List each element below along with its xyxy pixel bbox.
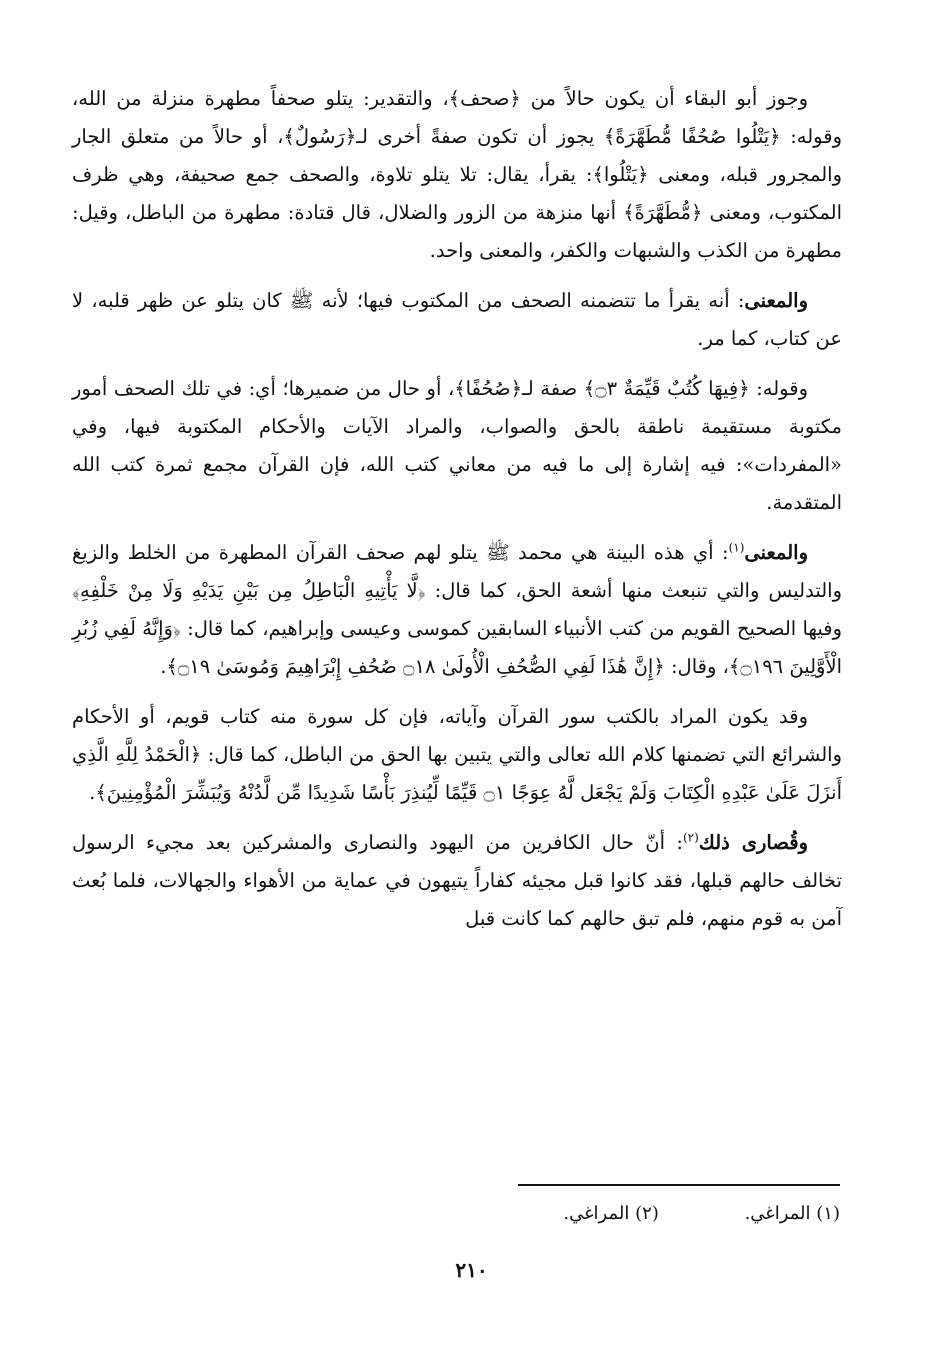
footnote-1: (١) المراغي. xyxy=(744,1203,840,1224)
footnote-divider xyxy=(518,1184,840,1186)
main-text xyxy=(72,80,842,950)
paragraph-text: : أنه يقرأ ما تتضمنه الصحف من المكتوب فيها؛ لأنه ﷺ كان يتلو عن ظهر قلبه، لا عن كتاب، كما مر. xyxy=(72,289,842,350)
paragraph-lead: والمعنى xyxy=(744,541,808,564)
paragraph-5 xyxy=(72,698,842,812)
paragraph-text: : أنّ حال الكافرين من اليهود والنصارى والمشركين بعد مجيء الرسول تخالف حالهم قبلها، فقد كانوا قبل مجيئه كفاراً يتيهون في عماية من الأهواء والجهالات، فلما بُعث آمن به قوم منهم، فلم تبق حالهم كما كانت قبل xyxy=(72,831,842,930)
paragraph-text: وقد يكون المراد بالكتب سور القرآن وآياته، فإن كل سورة منه كتاب قويم، أو الأحكام والشرائع التي تضمنها كلام الله تعالى والتي يتبين بها الحق من الباطل، كما قال: ﴿الْحَمْدُ لِلَّهِ الَّذِي أَنزَلَ عَلَىٰ عَبْدِهِ الْكِتَابَ وَلَمْ يَجْعَل لَّهُ عِوَجًا ۝١ قَيِّمًا لِّيُنذِرَ بَأْسًا شَدِيدًا مِّن لَّدُنْهُ وَيُبَشِّرَ الْمُؤْمِنِينَ﴾. xyxy=(72,705,842,804)
paragraph-3 xyxy=(72,370,842,522)
paragraph-text: وقوله: ﴿فِيهَا كُتُبٌ قَيِّمَةٌ ۝٣﴾ صفة لـ﴿صُحُفًا﴾، أو حال من ضميرها؛ أي: في تلك الصحف أمور مكتوبة مستقيمة ناطقة بالحق والصواب، والمراد الآيات والأحكام المكتوبة فيها، وفي «المفردات»: فيه إشارة إلى ما فيه من معاني كتب الله، فإن القرآن مجمع ثمرة كتب الله المتقدمة. xyxy=(72,377,842,514)
paragraph-1 xyxy=(72,80,842,270)
paragraph-2 xyxy=(72,282,842,358)
paragraph-4 xyxy=(72,534,842,686)
paragraph-lead: والمعنى xyxy=(744,289,808,312)
footnote-reference: (١) xyxy=(728,540,745,555)
paragraph-lead: وقُصارى ذلك xyxy=(698,831,808,854)
footnote-2: (٢) المراغي. xyxy=(563,1203,659,1224)
footnotes xyxy=(300,1198,840,1230)
paragraph-text: وجوز أبو البقاء أن يكون حالاً من ﴿صحف﴾، والتقدير: يتلو صحفاً مطهرة منزلة من الله، وقوله: ﴿يَتْلُوا صُحُفًا مُّطَهَّرَةً﴾ يجوز أن تكون صفةً أخرى لـ﴿رَسُولٌ﴾، أو حالاً من متعلق الجار والمجرور قبله، ومعنى ﴿يَتْلُوا﴾: يقرأ، يقال: تلا يتلو تلاوة، والصحف جمع صحيفة، وهي ظرف المكتوب، ومعنى ﴿مُّطَهَّرَةً﴾ أنها منزهة من الزور والضلال، قال قتادة: مطهرة من الباطل، وقيل: مطهرة من الكذب والشبهات والكفر، والمعنى واحد. xyxy=(72,87,842,262)
footnote-reference: (٢) xyxy=(682,830,699,845)
page-number: ٢١٠ xyxy=(455,1258,488,1282)
paragraph-6 xyxy=(72,824,842,938)
paragraph-text: : أي هذه البينة هي محمد ﷺ يتلو لهم صحف القرآن المطهرة من الخلط والزيغ والتدليس والتي تنبعث منها أشعة الحق، كما قال: ﴿لَّا يَأْتِيهِ الْبَاطِلُ مِن بَيْنِ يَدَيْهِ وَلَا مِنْ خَلْفِهِ﴾ وفيها الصحيح القويم من كتب الأنبياء السابقين كموسى وعيسى وإبراهيم، كما قال: ﴿وَإِنَّهُ لَفِي زُبُرِ الْأَوَّلِينَ ۝١٩٦﴾، وقال: ﴿إِنَّ هَٰذَا لَفِي الصُّحُفِ الْأُولَىٰ ۝١٨ صُحُفِ إِبْرَاهِيمَ وَمُوسَىٰ ۝١٩﴾. xyxy=(72,541,842,678)
